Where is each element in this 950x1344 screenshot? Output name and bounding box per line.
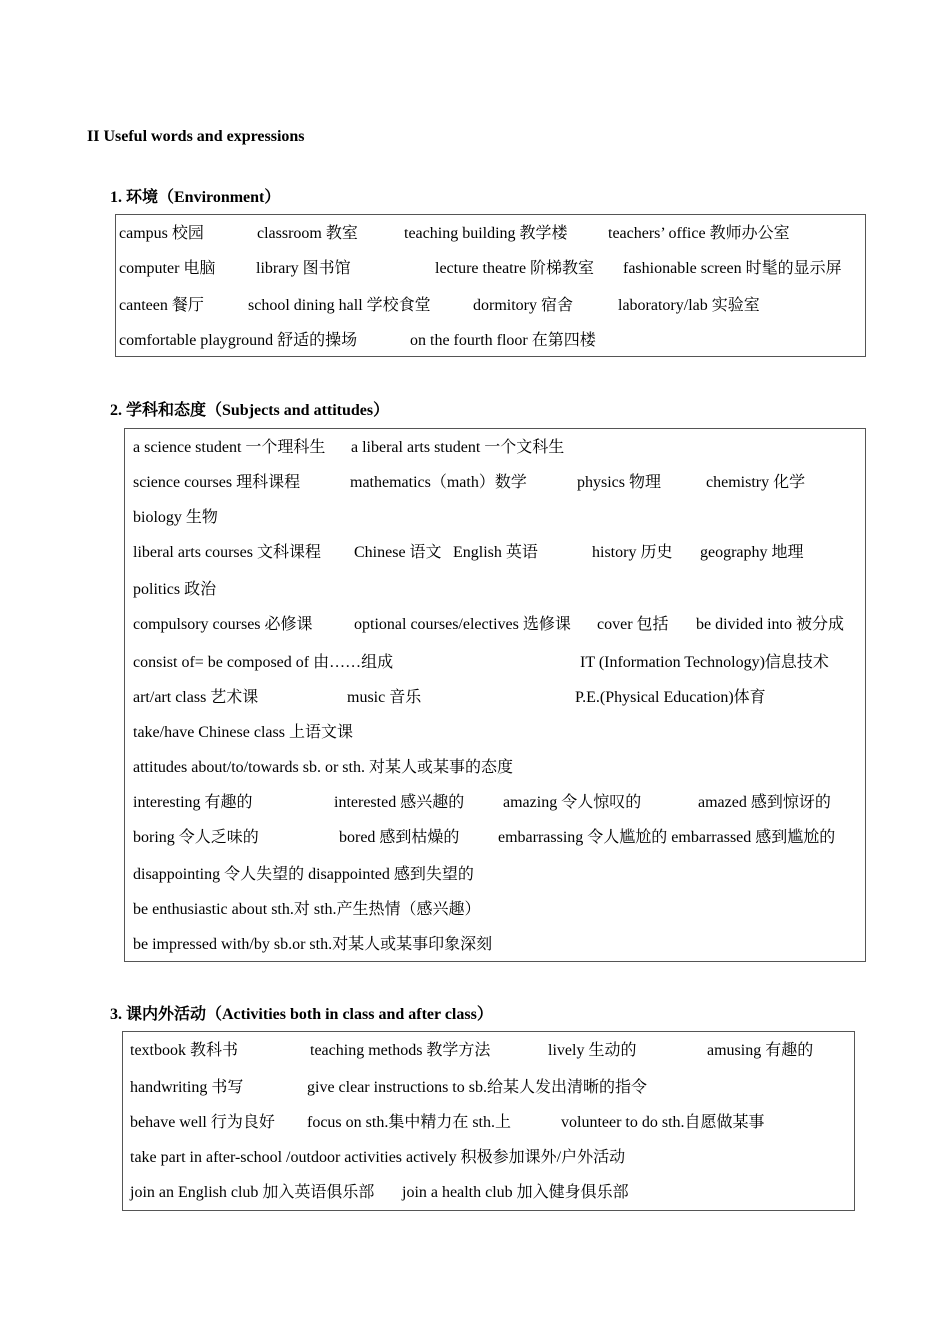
vocab-item: dormitory 宿舍: [473, 297, 573, 314]
vocab-item: teaching building 教学楼: [404, 225, 568, 242]
vocab-item: interested 感兴趣的: [334, 794, 465, 811]
vocab-item: teachers’ office 教师办公室: [608, 225, 790, 242]
vocab-item: music 音乐: [347, 689, 422, 706]
vocab-item: compulsory courses 必修课: [133, 616, 313, 633]
vocab-item: campus 校园: [119, 225, 204, 242]
vocab-item: IT (Information Technology)信息技术: [580, 654, 829, 671]
vocab-item: cover 包括: [597, 616, 669, 633]
vocab-item: lecture theatre 阶梯教室: [435, 260, 595, 277]
section-heading-activities: 3. 课内外活动（Activities both in class and after class）: [110, 1006, 493, 1023]
vocab-item: art/art class 艺术课: [133, 689, 259, 706]
vocab-item: embarrassing 令人尴尬的 embarrassed 感到尴尬的: [498, 829, 836, 846]
vocab-item: teaching methods 教学方法: [310, 1042, 491, 1059]
vocab-item: volunteer to do sth.自愿做某事: [561, 1114, 765, 1131]
vocab-item: handwriting 书写: [130, 1079, 244, 1096]
section-heading-environment: 1. 环境（Environment）: [110, 189, 281, 206]
vocab-item: biology 生物: [133, 509, 218, 526]
vocab-item: take part in after-school /outdoor activities actively 积极参加课外/户外活动: [130, 1149, 626, 1166]
vocab-item: comfortable playground 舒适的操场: [119, 332, 358, 349]
vocab-item: chemistry 化学: [706, 474, 806, 491]
vocab-item: science courses 理科课程: [133, 474, 301, 491]
vocab-item: disappointing 令人失望的 disappointed 感到失望的: [133, 866, 474, 883]
vocab-item: history 历史: [592, 544, 673, 561]
vocab-item: English 英语: [453, 544, 538, 561]
page-title: II Useful words and expressions: [87, 128, 305, 145]
vocab-item: P.E.(Physical Education)体育: [575, 689, 766, 706]
vocab-item: on the fourth floor 在第四楼: [410, 332, 596, 349]
vocab-item: physics 物理: [577, 474, 662, 491]
vocab-item: mathematics（math）数学: [350, 474, 527, 491]
vocab-item: amusing 有趣的: [707, 1042, 814, 1059]
vocab-item: Chinese 语文: [354, 544, 442, 561]
vocab-item: laboratory/lab 实验室: [618, 297, 760, 314]
vocab-item: classroom 教室: [257, 225, 358, 242]
vocab-item: be enthusiastic about sth.对 sth.产生热情（感兴趣）: [133, 901, 481, 918]
vocab-item: library 图书馆: [256, 260, 351, 277]
vocab-item: lively 生动的: [548, 1042, 637, 1059]
vocab-item: bored 感到枯燥的: [339, 829, 460, 846]
vocab-item: a science student 一个理科生: [133, 439, 326, 456]
vocab-item: consist of= be composed of 由……组成: [133, 654, 394, 671]
vocab-item: amazed 感到惊讶的: [698, 794, 831, 811]
vocab-item: focus on sth.集中精力在 sth.上: [307, 1114, 512, 1131]
vocab-item: amazing 令人惊叹的: [503, 794, 642, 811]
vocab-item: behave well 行为良好: [130, 1114, 275, 1131]
vocab-item: liberal arts courses 文科课程: [133, 544, 321, 561]
vocab-item: geography 地理: [700, 544, 804, 561]
vocab-item: boring 令人乏味的: [133, 829, 259, 846]
vocab-item: join a health club 加入健身俱乐部: [402, 1184, 629, 1201]
section-heading-subjects: 2. 学科和态度（Subjects and attitudes）: [110, 402, 390, 419]
vocab-item: a liberal arts student 一个文科生: [351, 439, 565, 456]
vocab-item: textbook 教科书: [130, 1042, 238, 1059]
vocab-item: be divided into 被分成: [696, 616, 844, 633]
vocab-item: computer 电脑: [119, 260, 216, 277]
vocab-item: take/have Chinese class 上语文课: [133, 724, 353, 741]
vocab-item: canteen 餐厅: [119, 297, 204, 314]
vocab-item: interesting 有趣的: [133, 794, 253, 811]
activities-box: [122, 1031, 855, 1211]
vocab-item: optional courses/electives 选修课: [354, 616, 571, 633]
vocab-item: school dining hall 学校食堂: [248, 297, 431, 314]
vocab-item: give clear instructions to sb.给某人发出清晰的指令: [307, 1079, 647, 1096]
vocab-item: fashionable screen 时髦的显示屏: [623, 260, 842, 277]
vocab-item: join an English club 加入英语俱乐部: [130, 1184, 375, 1201]
vocab-item: attitudes about/to/towards sb. or sth. 对某人或某事的态度: [133, 759, 513, 776]
subjects-box: [124, 428, 866, 962]
vocab-item: politics 政治: [133, 581, 217, 598]
vocab-item: be impressed with/by sb.or sth.对某人或某事印象深刻: [133, 936, 493, 953]
environment-box: [115, 214, 866, 357]
